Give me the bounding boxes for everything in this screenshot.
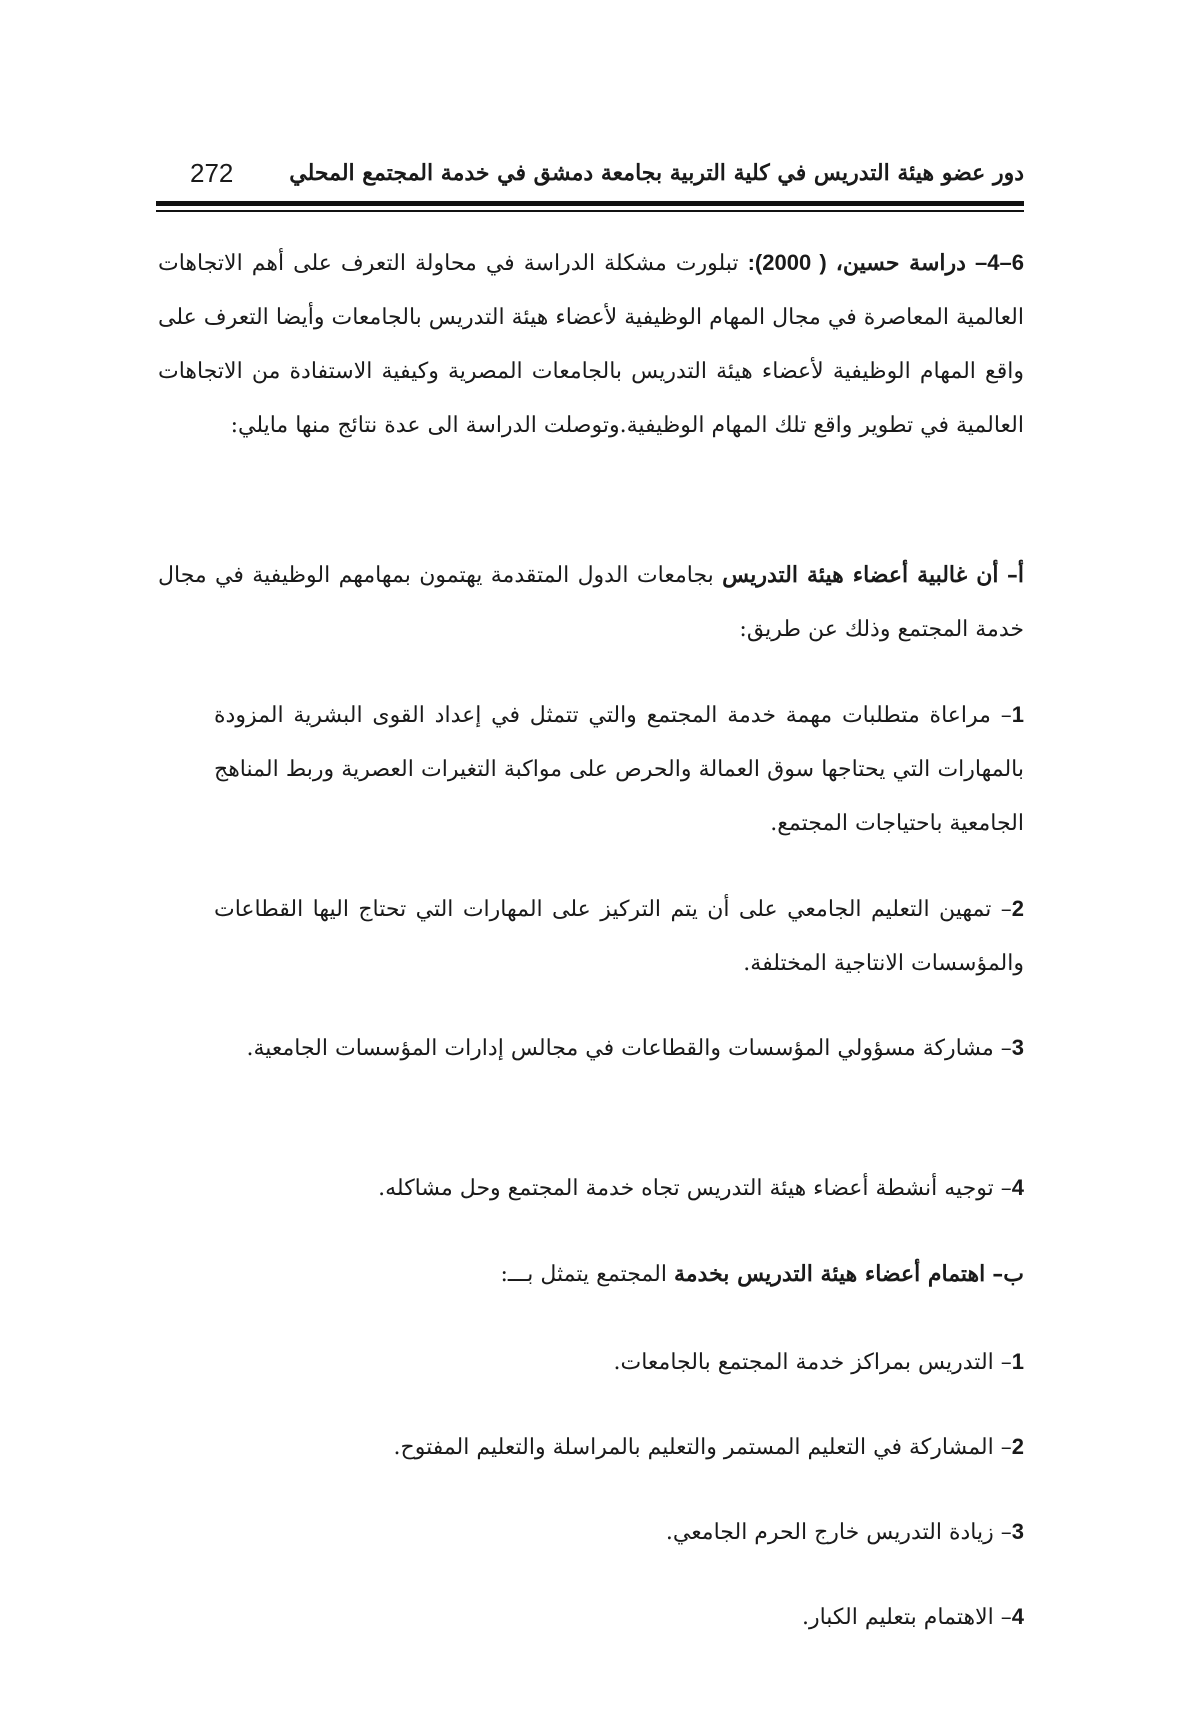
list-item-text: – توجيه أنشطة أعضاء هيئة التدريس تجاه خدمة المجتمع وحل مشاكله. (378, 1176, 1012, 1201)
header-rule-thick (156, 201, 1024, 206)
list-item-text: – الاهتمام بتعليم الكبار. (801, 1605, 1012, 1630)
list-item (214, 688, 1024, 851)
page-number: 272 (190, 158, 234, 188)
list-item-text: – مراعاة متطلبات مهمة خدمة المجتمع والتي تتمثل في إعداد القوى البشرية المزودة بالمهارات التي يحتاجها سوق العمالة والحرص على مواكبة التغيرات العصرية وربط المناهج الجامعية باحتياجات المجتمع. (214, 703, 1024, 836)
section-b-body: المجتمع يتمثل بـــ: (500, 1262, 667, 1287)
study-number: 6–4– (974, 250, 1024, 275)
page-header (168, 158, 1024, 194)
list-item-text: – زيادة التدريس خارج الحرم الجامعي. (665, 1520, 1012, 1545)
list-item-number: 2 (1011, 1434, 1024, 1459)
study-year: ( 2000): (747, 250, 827, 275)
list-item (158, 1335, 1024, 1390)
list-item-text: – تمهين التعليم الجامعي على أن يتم التركيز على المهارات التي تحتاج اليها القطاعات والمؤسسات الانتاجية المختلفة. (214, 897, 1024, 976)
list-item-number: 4 (1011, 1604, 1024, 1629)
study-body: تبلورت مشكلة الدراسة في محاولة التعرف على أهم الاتجاهات العالمية المعاصرة في مجال المهام الوظيفية لأعضاء هيئة التدريس بالجامعات وأيضا التعرف على واقع المهام الوظيفية لأعضاء هيئة التدريس بالجامعات المصرية وكيفية الاستفادة من الاتجاهات العالمية في تطوير واقع تلك المهام الوظيفية.وتوصلت الدراسة الى عدة نتائج منها مايلي: (158, 251, 1024, 438)
list-item (158, 1161, 1024, 1216)
section-a-paragraph (158, 548, 1024, 657)
list-item-number: 3 (1011, 1519, 1024, 1544)
list-item (214, 1021, 1024, 1076)
section-b-paragraph (158, 1247, 1024, 1302)
list-item (158, 1590, 1024, 1645)
header-rule-thin (156, 210, 1024, 212)
section-a-body: بجامعات الدول المتقدمة يهتمون بمهامهم الوظيفية في مجال خدمة المجتمع وذلك عن طريق: (158, 563, 1024, 642)
list-item-number: 1 (1011, 1349, 1024, 1374)
study-paragraph (158, 236, 1024, 453)
list-item (214, 882, 1024, 991)
study-title: دراسة حسين، (835, 250, 966, 276)
list-item-number: 4 (1011, 1175, 1024, 1200)
section-a-heading: أن غالبية أعضاء هيئة التدريس (722, 562, 999, 588)
list-item-number: 3 (1011, 1035, 1024, 1060)
list-item-text: – مشاركة مسؤولي المؤسسات والقطاعات في مجالس إدارات المؤسسات الجامعية. (246, 1036, 1012, 1061)
list-item-text: – المشاركة في التعليم المستمر والتعليم بالمراسلة والتعليم المفتوح. (393, 1435, 1012, 1460)
list-item (158, 1420, 1024, 1475)
list-item-text: – التدريس بمراكز خدمة المجتمع بالجامعات. (613, 1350, 1012, 1375)
section-b-heading: اهتمام أعضاء هيئة التدريس بخدمة (673, 1261, 986, 1287)
list-item (158, 1505, 1024, 1560)
running-title: دور عضو هيئة التدريس في كلية التربية بجامعة دمشق في خدمة المجتمع المحلي (289, 160, 1024, 186)
list-item-number: 2 (1011, 896, 1024, 921)
section-b-marker: ب– (992, 1261, 1024, 1287)
section-a-marker: أ– (1006, 562, 1024, 588)
list-item-number: 1 (1011, 702, 1024, 727)
